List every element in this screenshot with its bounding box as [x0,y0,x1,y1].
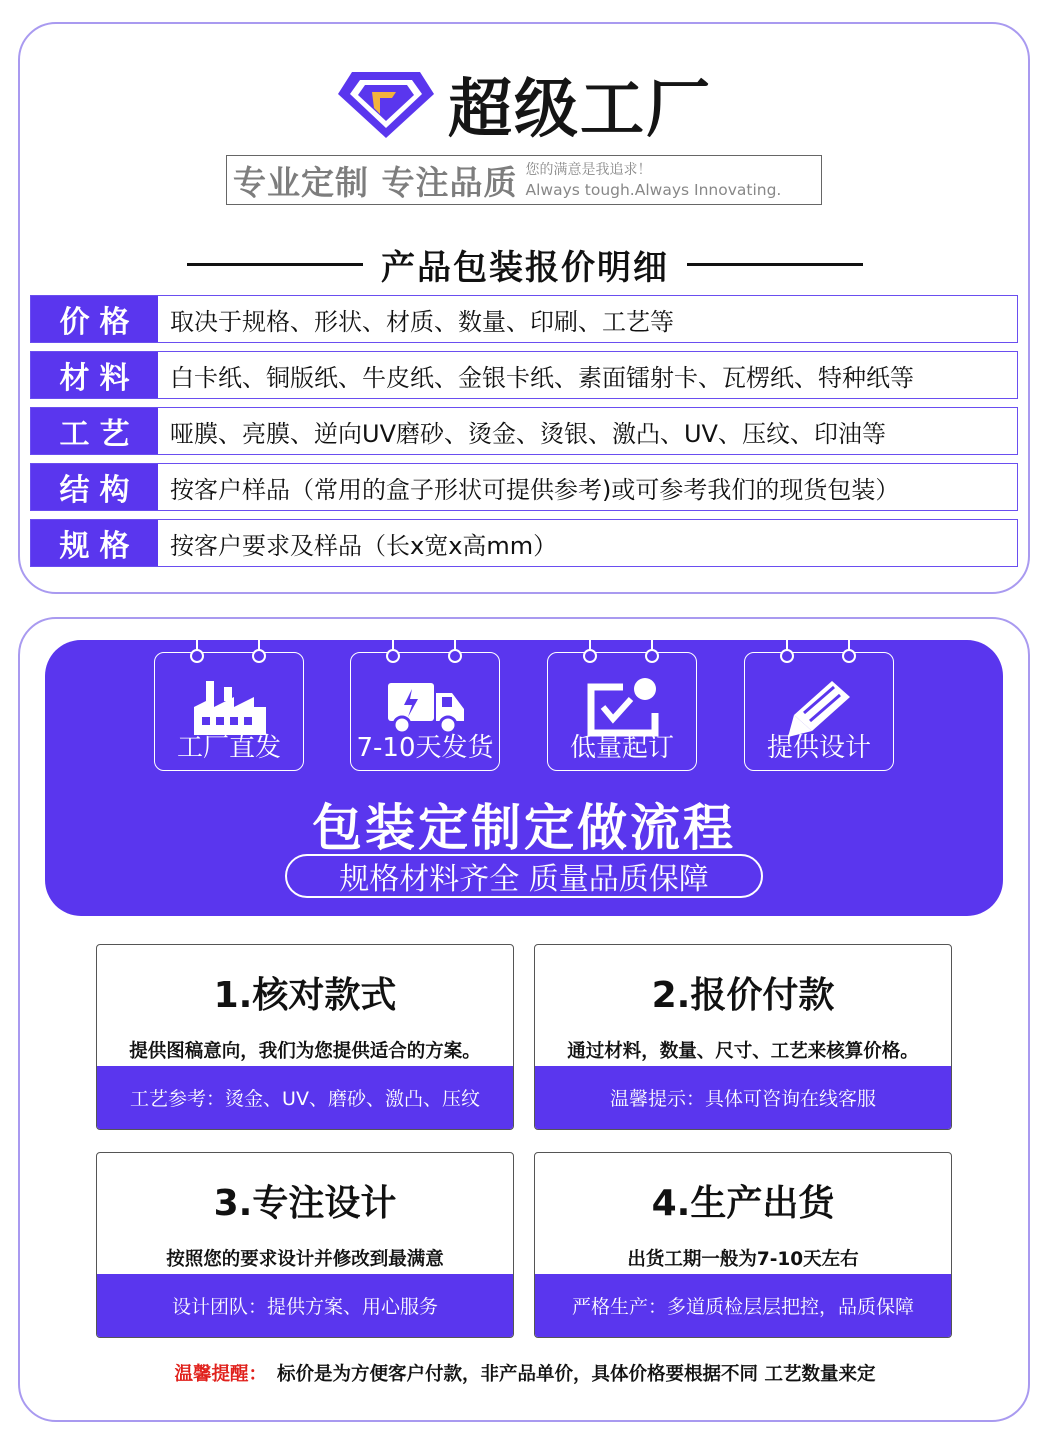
diamond-logo-icon [338,70,434,138]
feature-fast-delivery [350,652,500,771]
reminder-text: 标价是为方便客户付款，非产品单价，具体价格要根据不同 工艺数量来定 [277,1364,876,1385]
feature-low-moq [547,652,697,771]
slogan-side [526,160,782,200]
slogan-en: Always tough.Always Innovating. [525,181,782,199]
slogan-main: 专业定制 专注品质 [233,162,518,202]
feature-label: 低量起订 [569,733,674,763]
row-value: 白卡纸、铜版纸、牛皮纸、金银卡纸、素面镭射卡、瓦楞纸、特种纸等 [170,363,914,392]
step-card-1 [96,944,514,1130]
feature-label: 工厂直发 [176,733,281,763]
feature-design-service [744,652,894,771]
section-title [0,240,1050,289]
row-label: 结构 [31,464,158,510]
quote-row-material [30,351,1018,399]
section-title-text: 产品包装报价明细 [381,248,669,288]
slogan-cn: 您的满意是我追求！ [525,162,652,178]
step-desc: 通过材料，数量、尺寸、工艺来核算价格。 [567,1041,919,1062]
step-foot: 温馨提示：具体可咨询在线客服 [535,1066,951,1129]
row-value: 取决于规格、形状、材质、数量、印刷、工艺等 [170,307,674,336]
banner-title: 包装定制定做流程 [312,799,736,857]
step-foot: 设计团队：提供方案、用心服务 [97,1274,513,1337]
divider-line [187,263,363,266]
quote-row-spec [30,519,1018,567]
divider-line [687,263,863,266]
row-label: 材料 [31,352,158,398]
quote-table [30,295,1018,575]
quote-row-price [30,295,1018,343]
step-desc: 提供图稿意向，我们为您提供适合的方案。 [129,1041,481,1062]
feature-label: 7-10天发货 [356,733,494,763]
row-value: 按客户要求及样品（长x宽x高mm） [170,531,558,560]
row-label: 规格 [31,520,158,566]
step-title: 3.专注设计 [213,1183,397,1224]
brand-name: 超级工厂 [448,73,712,147]
step-foot: 工艺参考：烫金、UV、磨砂、激凸、压纹 [97,1066,513,1129]
process-banner [45,640,1003,916]
step-title: 1.核对款式 [213,975,397,1016]
row-label: 价格 [31,296,158,342]
quote-row-craft [30,407,1018,455]
step-title: 2.报价付款 [651,975,835,1016]
feature-label: 提供设计 [766,733,871,763]
step-desc: 出货工期一般为7-10天左右 [627,1249,859,1270]
step-title: 4.生产出货 [651,1183,835,1224]
brand-header [0,58,1050,150]
warm-reminder [0,1360,1050,1386]
step-card-2 [534,944,952,1130]
step-foot: 严格生产：多道质检层层把控，品质保障 [535,1274,951,1337]
row-value: 哑膜、亮膜、逆向UV磨砂、烫金、烫银、激凸、UV、压纹、印油等 [170,419,886,448]
step-card-4 [534,1152,952,1338]
step-desc: 按照您的要求设计并修改到最满意 [166,1249,444,1270]
reminder-label: 温馨提醒： [174,1364,268,1385]
row-label: 工艺 [31,408,158,454]
row-value: 按客户样品（常用的盒子形状可提供参考)或可参考我们的现货包装） [170,475,900,504]
quote-row-structure [30,463,1018,511]
banner-subtitle: 规格材料齐全 质量品质保障 [285,854,763,898]
slogan-box [226,155,822,205]
feature-factory-direct [154,652,304,771]
step-card-3 [96,1152,514,1338]
